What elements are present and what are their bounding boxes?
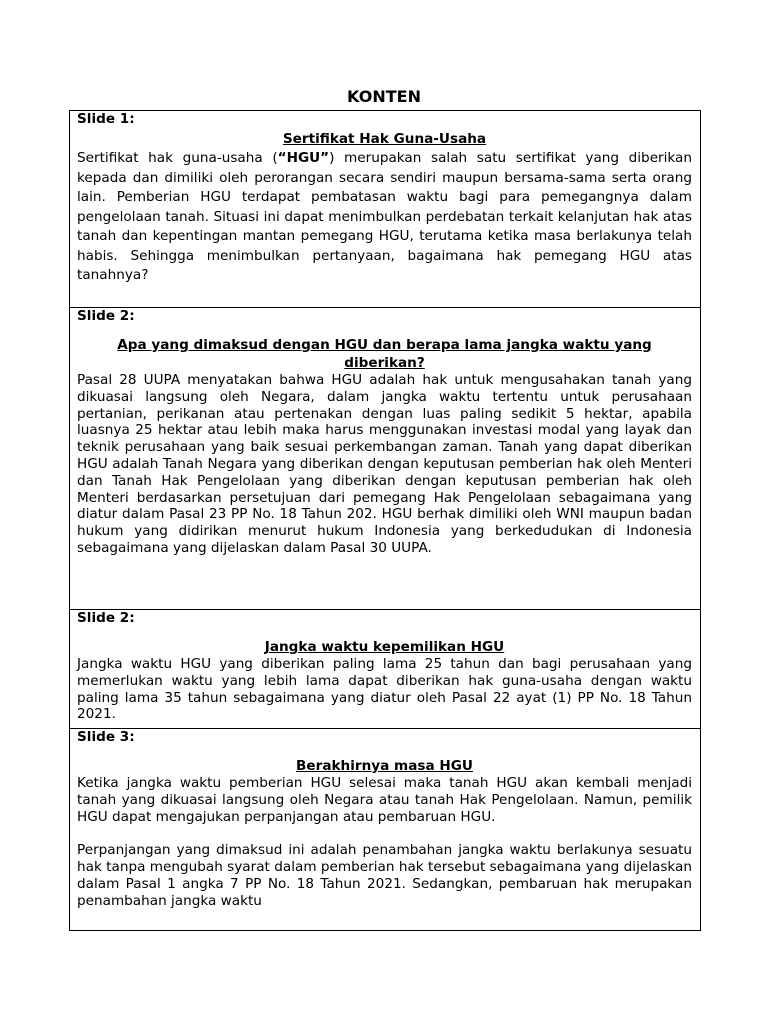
slide-label: Slide 1: <box>77 111 135 127</box>
paragraph-gap <box>77 825 692 842</box>
page-title: KONTEN <box>347 87 421 106</box>
slide-3-cell <box>70 729 700 931</box>
slide-label: Slide 2: <box>77 610 135 626</box>
slide-label: Slide 2: <box>77 308 135 324</box>
paragraph-text: Sertifikat hak guna-usaha ( <box>77 150 278 166</box>
slide-paragraph: Perpanjangan yang dimaksud ini adalah penambahan jangka waktu berlakunya sesuatu hak tanpa mengubah syarat dalam pemberian hak tersebut sebagaimana yang dijelaskan dalam Pasal 1 angka 7 PP No. 18 Tahun 2021. Sedangkan, pembaruan hak merupakan penambahan jangka waktu <box>77 842 692 909</box>
slide-1-cell <box>70 111 700 308</box>
slide-paragraph: Pasal 28 UUPA menyatakan bahwa HGU adalah hak untuk mengusahakan tanah yang dikuasai langsung oleh Negara, dalam jangka waktu tertentu untuk perusahaan pertanian, perikanan atau pertenakan dengan luas paling sedikit 5 hektar, apabila luasnya 25 hektar atau lebih maka harus menggunakan investasi modal yang layak dan teknik perusahaan yang baik sesuai perkembangan zaman. Tanah yang dapat diberikan HGU adalah Tanah Negara yang diberikan dengan keputusan pemberian hak oleh Menteri dan Tanah Hak Pengelolaan yang diberikan dengan keputusan pemberian hak oleh Menteri berdasarkan persetujuan dari pemegang Hak Pengelolaan sebagaimana yang diatur dalam Pasal 23 PP No. 18 Tahun 202. HGU berhak dimiliki oleh WNI maupun badan hukum yang didirikan menurut hukum Indonesia yang berkedudukan di Indonesia sebagaimana yang dijelaskan dalam Pasal 30 UUPA. <box>77 372 692 556</box>
content-table <box>69 110 701 931</box>
slide-heading: Sertifikat Hak Guna-Usaha <box>282 131 487 147</box>
hgu-term: “HGU” <box>277 150 330 166</box>
slide-paragraph: Jangka waktu HGU yang diberikan paling lama 25 tahun dan bagi perusahaan yang memerlukan waktu yang lebih lama dapat diberikan hak guna-usaha dengan waktu paling lama 35 tahun sebagaimana yang diatur oleh Pasal 22 ayat (1) PP No. 18 Tahun 2021. <box>77 656 692 723</box>
slide-heading: Apa yang dimaksud dengan HGU dan berapa lama jangka waktu yang diberikan? <box>117 337 652 371</box>
slide-paragraph: Ketika jangka waktu pemberian HGU selesai maka tanah HGU akan kembali menjadi tanah yang dikuasai langsung oleh Negara atau tanah Hak Pengelolaan. Namun, pemilik HGU dapat mengajukan perpanjangan atau pembaruan HGU. <box>77 775 692 825</box>
slide-heading: Berakhirnya masa HGU <box>296 758 473 774</box>
slide-2b-cell <box>70 610 700 729</box>
slide-paragraph <box>77 149 692 286</box>
slide-2-cell <box>70 308 700 610</box>
slide-label: Slide 3: <box>77 729 135 745</box>
slide-heading: Jangka waktu kepemilikan HGU <box>264 639 505 655</box>
paragraph-text: ) merupakan salah satu sertifikat yang diberikan kepada dan dimiliki oleh perorangan secara sendiri maupun bersama-sama serta orang lain. Pemberian HGU terdapat pembatasan waktu bagi para pemegangnya dalam pengelolaan tanah. Situasi ini dapat menimbulkan perdebatan terkait kelanjutan hak atas tanah dan kepentingan mantan pemegang HGU, terutama ketika masa berlakunya telah habis. Sehingga menimbulkan pertanyaan, bagaimana hak pemegang HGU atas tanahnya? <box>77 150 692 283</box>
